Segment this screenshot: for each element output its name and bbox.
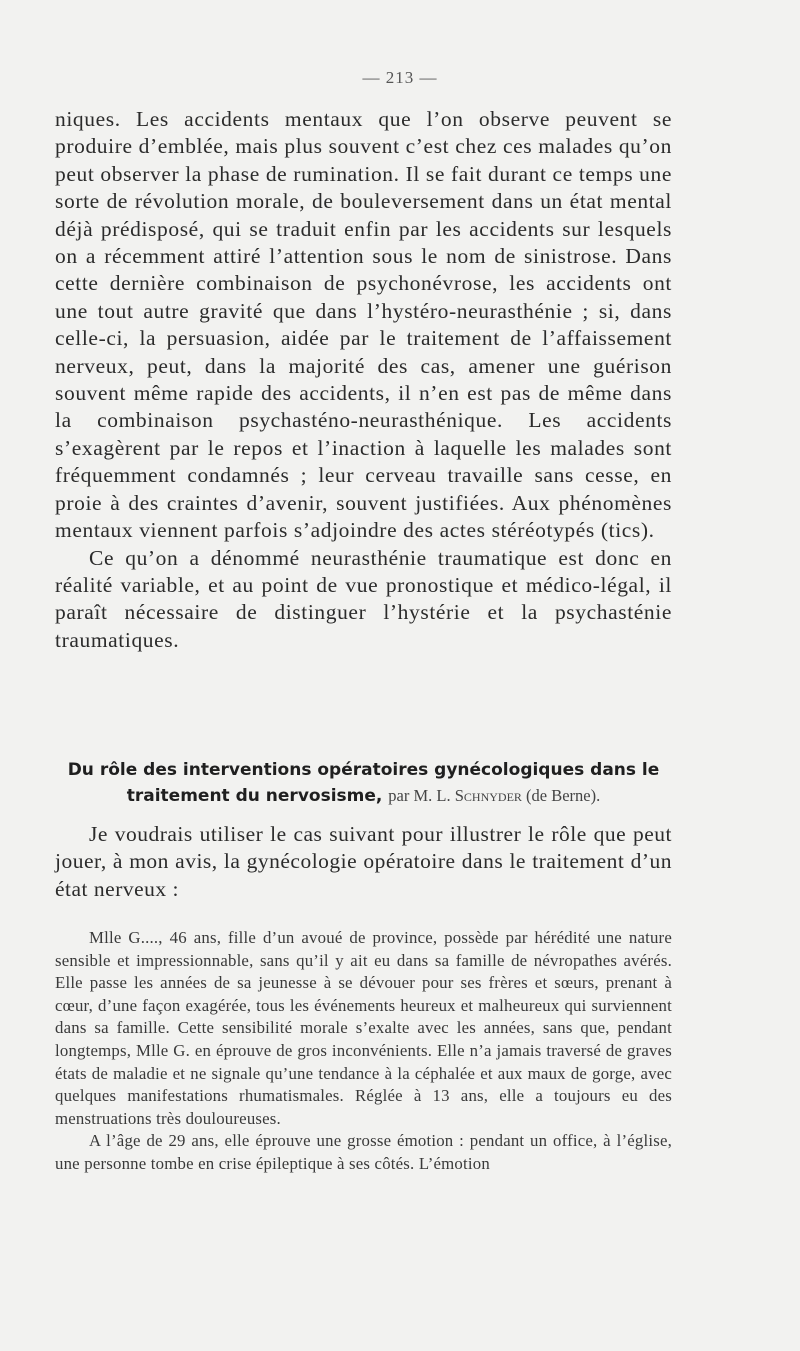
case-text-block: [55, 927, 672, 1176]
paragraph: Je voudrais utiliser le cas suivant pour illustrer le rôle que peut jouer, à mon avis, la gynécologie opératoire dans le traitement d’un état nerveux :: [55, 822, 672, 901]
author-name: Schnyder: [454, 786, 522, 805]
section-heading: [55, 758, 672, 809]
page-number: — 213 —: [362, 68, 438, 87]
byline-suffix: (de Berne).: [526, 786, 601, 805]
intro-text-block: [55, 821, 672, 903]
byline-prefix: par M. L.: [388, 786, 451, 805]
paragraph: A l’âge de 29 ans, elle éprouve une grosse émotion : pendant un office, à l’église, une personne tombe en crise épileptique à ses côtés. L’émotion: [55, 1131, 672, 1173]
paragraph: Ce qu’on a dénommé neurasthénie traumatique est donc en réalité variable, et au point de vue pronostique et médico-légal, il paraît nécessaire de distinguer l’hystérie et la psychasténie traumatiques.: [55, 545, 672, 652]
section-title: Du rôle des interventions opératoires gynécologiques dans le traitement du nervosisme,: [67, 760, 660, 806]
paragraph: Mlle G...., 46 ans, fille d’un avoué de province, possède par hérédité une nature sensible et impressionnable, sans qu’il y ait eu dans sa famille de névropathes avérés. Elle passe les années de sa jeunesse à se dévouer pour ses frères et sœurs, prenant à cœur, d’une façon exagérée, tous les événements heureux et malheureux qui surviennent dans sa famille. Cette sensibilité morale s’exalte avec les années, sans que, pendant longtemps, Mlle G. en éprouve de gros inconvénients. Elle n’a jamais traversé de graves états de maladie et ne signale qu’une tendance à la céphalée et aux maux de gorge, avec quelques manifestations rhumatismales. Réglée à 13 ans, elle a toujours eu des menstruations très douloureuses.: [55, 928, 672, 1128]
main-text-block: [55, 106, 672, 654]
paragraph: niques. Les accidents mentaux que l’on observe peuvent se produire d’emblée, mais plus souvent c’est chez ces malades qu’on peut observer la phase de rumination. Il se fait durant ce temps une sorte de révolution morale, de bouleversement dans un état mental déjà prédisposé, qui se traduit enfin par les accidents sur lesquels on a récemment attiré l’attention sous le nom de sinistrose. Dans cette dernière combinaison de psychonévrose, les accidents ont une tout autre gravité que dans l’hystéro-neurasthénie ; si, dans celle-ci, la persuasion, aidée par le traitement de l’affaissement nerveux, peut, dans la majorité des cas, amener une guérison souvent même rapide des accidents, il n’en est pas de même dans la combinaison psychasténo-neurasthénique. Les accidents s’exagèrent par le repos et l’inaction à laquelle les malades sont fréquemment condamnés ; leur cerveau travaille sans cesse, en proie à des craintes d’avenir, souvent justifiées. Aux phénomènes mentaux viennent parfois s’adjoindre des actes stéréotypés (tics).: [55, 107, 672, 543]
section-byline: [388, 786, 600, 805]
